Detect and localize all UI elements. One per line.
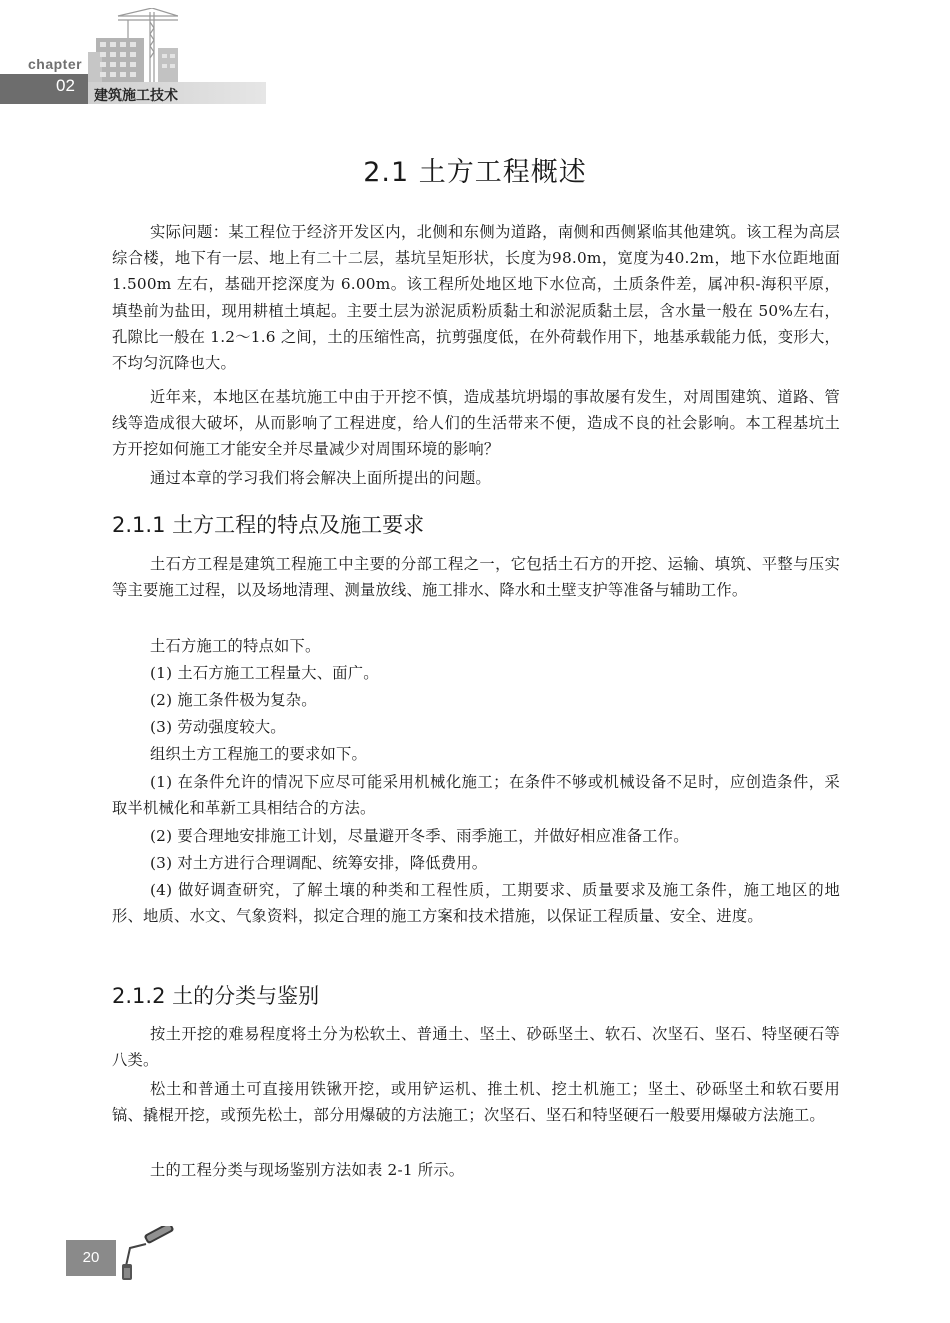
page-number: 20	[82, 1249, 100, 1266]
intro-paragraph-1: 实际问题：某工程位于经济开发区内，北侧和东侧为道路，南侧和西侧紧临其他建筑。该工程为高层综合楼，地下有一层、地上有二十二层，基坑呈矩形状，长度为98.0m，宽度为40.2m，地下水位距地面 1.500m 左右，基础开挖深度为 6.00m。该工程所处地区地下水位高，土质条件差，属冲积-海积平原，填垫前为盐田，现用耕植土填起。主要土层为淤泥质粉质黏土和淤泥质黏土层，含水量一般在 50%左右，孔隙比一般在 1.2～1.6 之间，土的压缩性高，抗剪强度低，在外荷载作用下，地基承载能力低，变形大，不均匀沉降也大。	[112, 223, 840, 373]
intro-paragraph-2: 近年来，本地区在基坑施工中由于开挖不慎，造成基坑坍塌的事故屡有发生，对周围建筑、道路、管线等造成很大破坏，从而影响了工程进度，给人们的生活带来不便，造成不良的社会影响。本工程基坑土方开挖如何施工才能安全并尽量减少对周围环境的影响？	[112, 388, 840, 459]
subsection-title-2-1-2: 2.1.2 土的分类与鉴别	[112, 984, 320, 1008]
requirement-item-4: (4) 做好调查研究，了解土壤的种类和工程性质，工期要求、质量要求及施工条件，施工地区的地形、地质、水文、气象资料，拟定合理的施工方案和技术措施，以保证工程质量、安全、进度。	[112, 881, 840, 926]
chapter-number: 02	[56, 76, 75, 95]
requirement-item-2: (2) 要合理地安排施工计划，尽量避开冬季、雨季施工，并做好相应准备工作。	[150, 827, 689, 845]
sub1-paragraph-1: 土石方工程是建筑工程施工中主要的分部工程之一，它包括土石方的开挖、运输、填筑、平整与压实等主要施工过程，以及场地清理、测量放线、施工排水、降水和土壁支护等准备与辅助工作。	[112, 555, 840, 600]
feature-item-2: (2) 施工条件极为复杂。	[150, 691, 317, 709]
feature-item-3: (3) 劳动强度较大。	[150, 718, 286, 736]
sub2-paragraph-3: 土的工程分类与现场鉴别方法如表 2-1 所示。	[150, 1161, 465, 1179]
sub2-paragraph-1: 按土开挖的难易程度将土分为松软土、普通土、坚土、砂砾坚土、软石、次坚石、坚石、特坚硬石等八类。	[112, 1025, 840, 1070]
feature-item-1: (1) 土石方施工工程量大、面广。	[150, 664, 379, 682]
sub1-paragraph-3: 组织土方工程施工的要求如下。	[150, 745, 367, 763]
book-title: 建筑施工技术	[94, 88, 178, 104]
chapter-label: chapter	[28, 56, 83, 72]
sub1-paragraph-2: 土石方施工的特点如下。	[150, 637, 321, 655]
building-crane-icon	[88, 8, 178, 82]
paint-roller-icon	[116, 1226, 176, 1282]
requirement-item-1: (1) 在条件允许的情况下应尽可能采用机械化施工；在条件不够或机械设备不足时，应创造条件，采取半机械化和革新工具相结合的方法。	[112, 773, 840, 818]
page-header	[0, 0, 950, 110]
intro-paragraph-3: 通过本章的学习我们将会解决上面所提出的问题。	[150, 469, 491, 487]
requirement-item-3: (3) 对土方进行合理调配、统筹安排，降低费用。	[150, 854, 488, 872]
section-title: 2.1 土方工程概述	[363, 157, 587, 188]
sub2-paragraph-2: 松土和普通土可直接用铁锹开挖，或用铲运机、推土机、挖土机施工；坚土、砂砾坚土和软石要用镐、撬棍开挖，或预先松土，部分用爆破的方法施工；次坚石、坚石和特坚硬石一般要用爆破方法施工。	[112, 1080, 840, 1125]
subsection-title-2-1-1: 2.1.1 土方工程的特点及施工要求	[112, 513, 425, 537]
